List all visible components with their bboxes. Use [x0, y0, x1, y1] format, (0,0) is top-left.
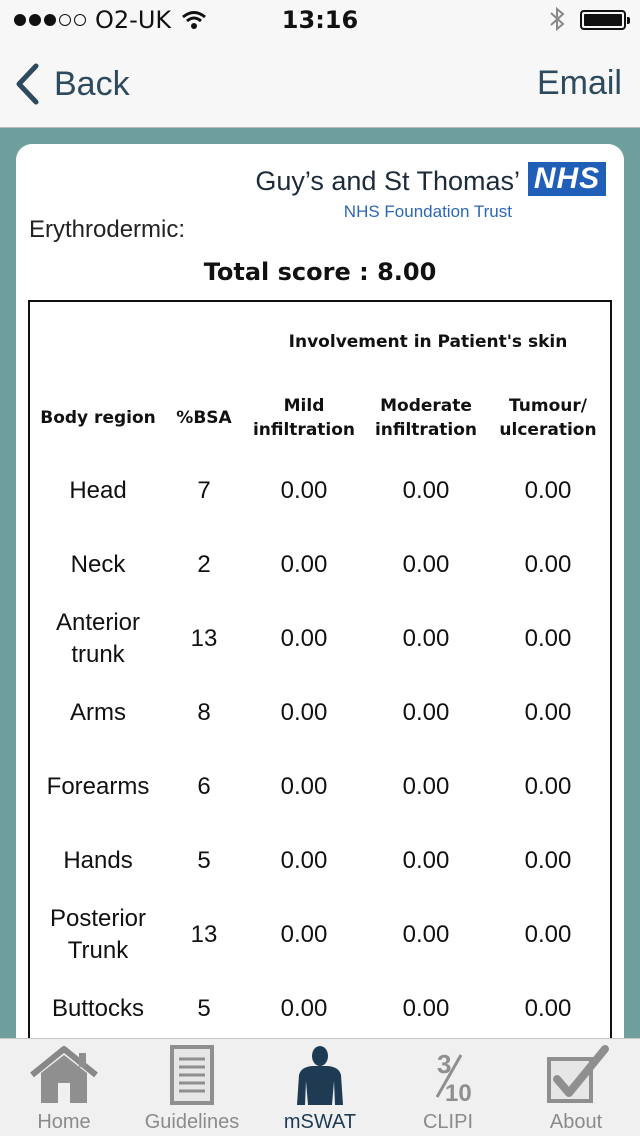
cell-bsa: 5: [197, 995, 211, 1022]
trust-name: Guy’s and St Thomas’: [255, 166, 520, 196]
table-row: [30, 898, 610, 972]
guidelines-icon: [157, 1045, 227, 1105]
cell-region: Neck: [70, 551, 126, 578]
table-row: [30, 750, 610, 824]
cell-tumour: 0.00: [524, 921, 572, 948]
cell-region: Buttocks: [51, 995, 145, 1022]
navigation-bar: [0, 40, 640, 128]
battery-fill: [584, 14, 622, 26]
cell-region: Arms: [70, 699, 126, 726]
tab-label: About: [549, 1111, 603, 1133]
status-time: 13:16: [281, 6, 359, 34]
chevron-left-icon: [14, 62, 40, 106]
cell-tumour: 0.00: [524, 773, 572, 800]
cell-mild: 0.00: [280, 625, 328, 652]
tab-home[interactable]: [0, 1039, 128, 1136]
column-header-bsa: %BSA: [176, 408, 232, 428]
cell-tumour: 0.00: [524, 625, 572, 652]
cell-mild: 0.00: [280, 921, 328, 948]
cell-moderate: 0.00: [402, 921, 450, 948]
cell-moderate: 0.00: [402, 773, 450, 800]
cell-bsa: 13: [190, 625, 218, 652]
cell-moderate: 0.00: [402, 699, 450, 726]
cell-mild: 0.00: [280, 551, 328, 578]
tab-bar: [0, 1038, 640, 1136]
carrier-name: O2-UK: [95, 6, 172, 34]
cell-moderate: 0.00: [402, 551, 450, 578]
cell-tumour: 0.00: [524, 477, 572, 504]
body-icon: [285, 1045, 355, 1105]
back-label: Back: [54, 64, 130, 103]
table-row: [30, 528, 610, 602]
trust-logo: [250, 160, 610, 224]
status-bar: [0, 0, 640, 40]
cell-region: Forearms: [46, 773, 150, 800]
email-button[interactable]: Email: [536, 64, 622, 102]
bluetooth-icon: [548, 6, 566, 32]
cell-tumour: 0.00: [524, 995, 572, 1022]
fraction-icon: [413, 1045, 483, 1105]
cell-bsa: 6: [197, 773, 211, 800]
cell-moderate: 0.00: [402, 477, 450, 504]
cell-bsa: 5: [197, 847, 211, 874]
tab-label: Home: [37, 1111, 91, 1133]
cell-tumour: 0.00: [524, 847, 572, 874]
checkbox-icon: [541, 1045, 611, 1105]
cell-bsa: 13: [190, 921, 218, 948]
tab-label: mSWAT: [283, 1111, 357, 1133]
table-row: [30, 676, 610, 750]
trust-subtitle: NHS Foundation Trust: [343, 202, 512, 221]
column-header-moderate: Moderate infiltration: [374, 396, 478, 440]
fraction-denominator: 10: [445, 1080, 472, 1105]
cell-region: Head: [69, 477, 127, 504]
home-icon: [29, 1045, 99, 1105]
score-table: [28, 300, 612, 1064]
cell-moderate: 0.00: [402, 995, 450, 1022]
cell-mild: 0.00: [280, 699, 328, 726]
tab-mswat[interactable]: [256, 1039, 384, 1136]
tab-label: Guidelines: [144, 1111, 240, 1133]
cell-region: Posterior Trunk: [49, 905, 147, 964]
cell-tumour: 0.00: [524, 699, 572, 726]
table-row: [30, 454, 610, 528]
column-header-region: Body region: [40, 408, 156, 428]
tab-guidelines[interactable]: [128, 1039, 256, 1136]
total-score: Total score : 8.00: [203, 258, 437, 286]
column-header-mild: Mild infiltration: [252, 396, 356, 440]
tab-about[interactable]: [512, 1039, 640, 1136]
cell-moderate: 0.00: [402, 625, 450, 652]
cell-region: Hands: [63, 847, 133, 874]
cell-region: Anterior trunk: [55, 609, 141, 668]
cell-bsa: 2: [197, 551, 211, 578]
table-row: [30, 972, 610, 1046]
cell-mild: 0.00: [280, 773, 328, 800]
cell-bsa: 8: [197, 699, 211, 726]
cell-mild: 0.00: [280, 847, 328, 874]
cell-moderate: 0.00: [402, 847, 450, 874]
column-header-tumour: Tumour/ ulceration: [499, 396, 597, 440]
nhs-badge: NHS: [528, 162, 606, 196]
fraction-numerator: 3: [437, 1049, 452, 1079]
table-group-header: Involvement in Patient's skin: [288, 332, 568, 352]
cell-mild: 0.00: [280, 477, 328, 504]
table-row: [30, 824, 610, 898]
tab-label: CLIPI: [422, 1111, 474, 1133]
report-card: [16, 144, 624, 1064]
cell-bsa: 7: [197, 477, 211, 504]
cell-mild: 0.00: [280, 995, 328, 1022]
battery-icon: [580, 10, 626, 30]
table-row: [30, 602, 610, 676]
diagnosis-label: Erythrodermic:: [29, 216, 186, 243]
back-button[interactable]: [14, 62, 130, 106]
tab-clipi[interactable]: [384, 1039, 512, 1136]
cell-tumour: 0.00: [524, 551, 572, 578]
